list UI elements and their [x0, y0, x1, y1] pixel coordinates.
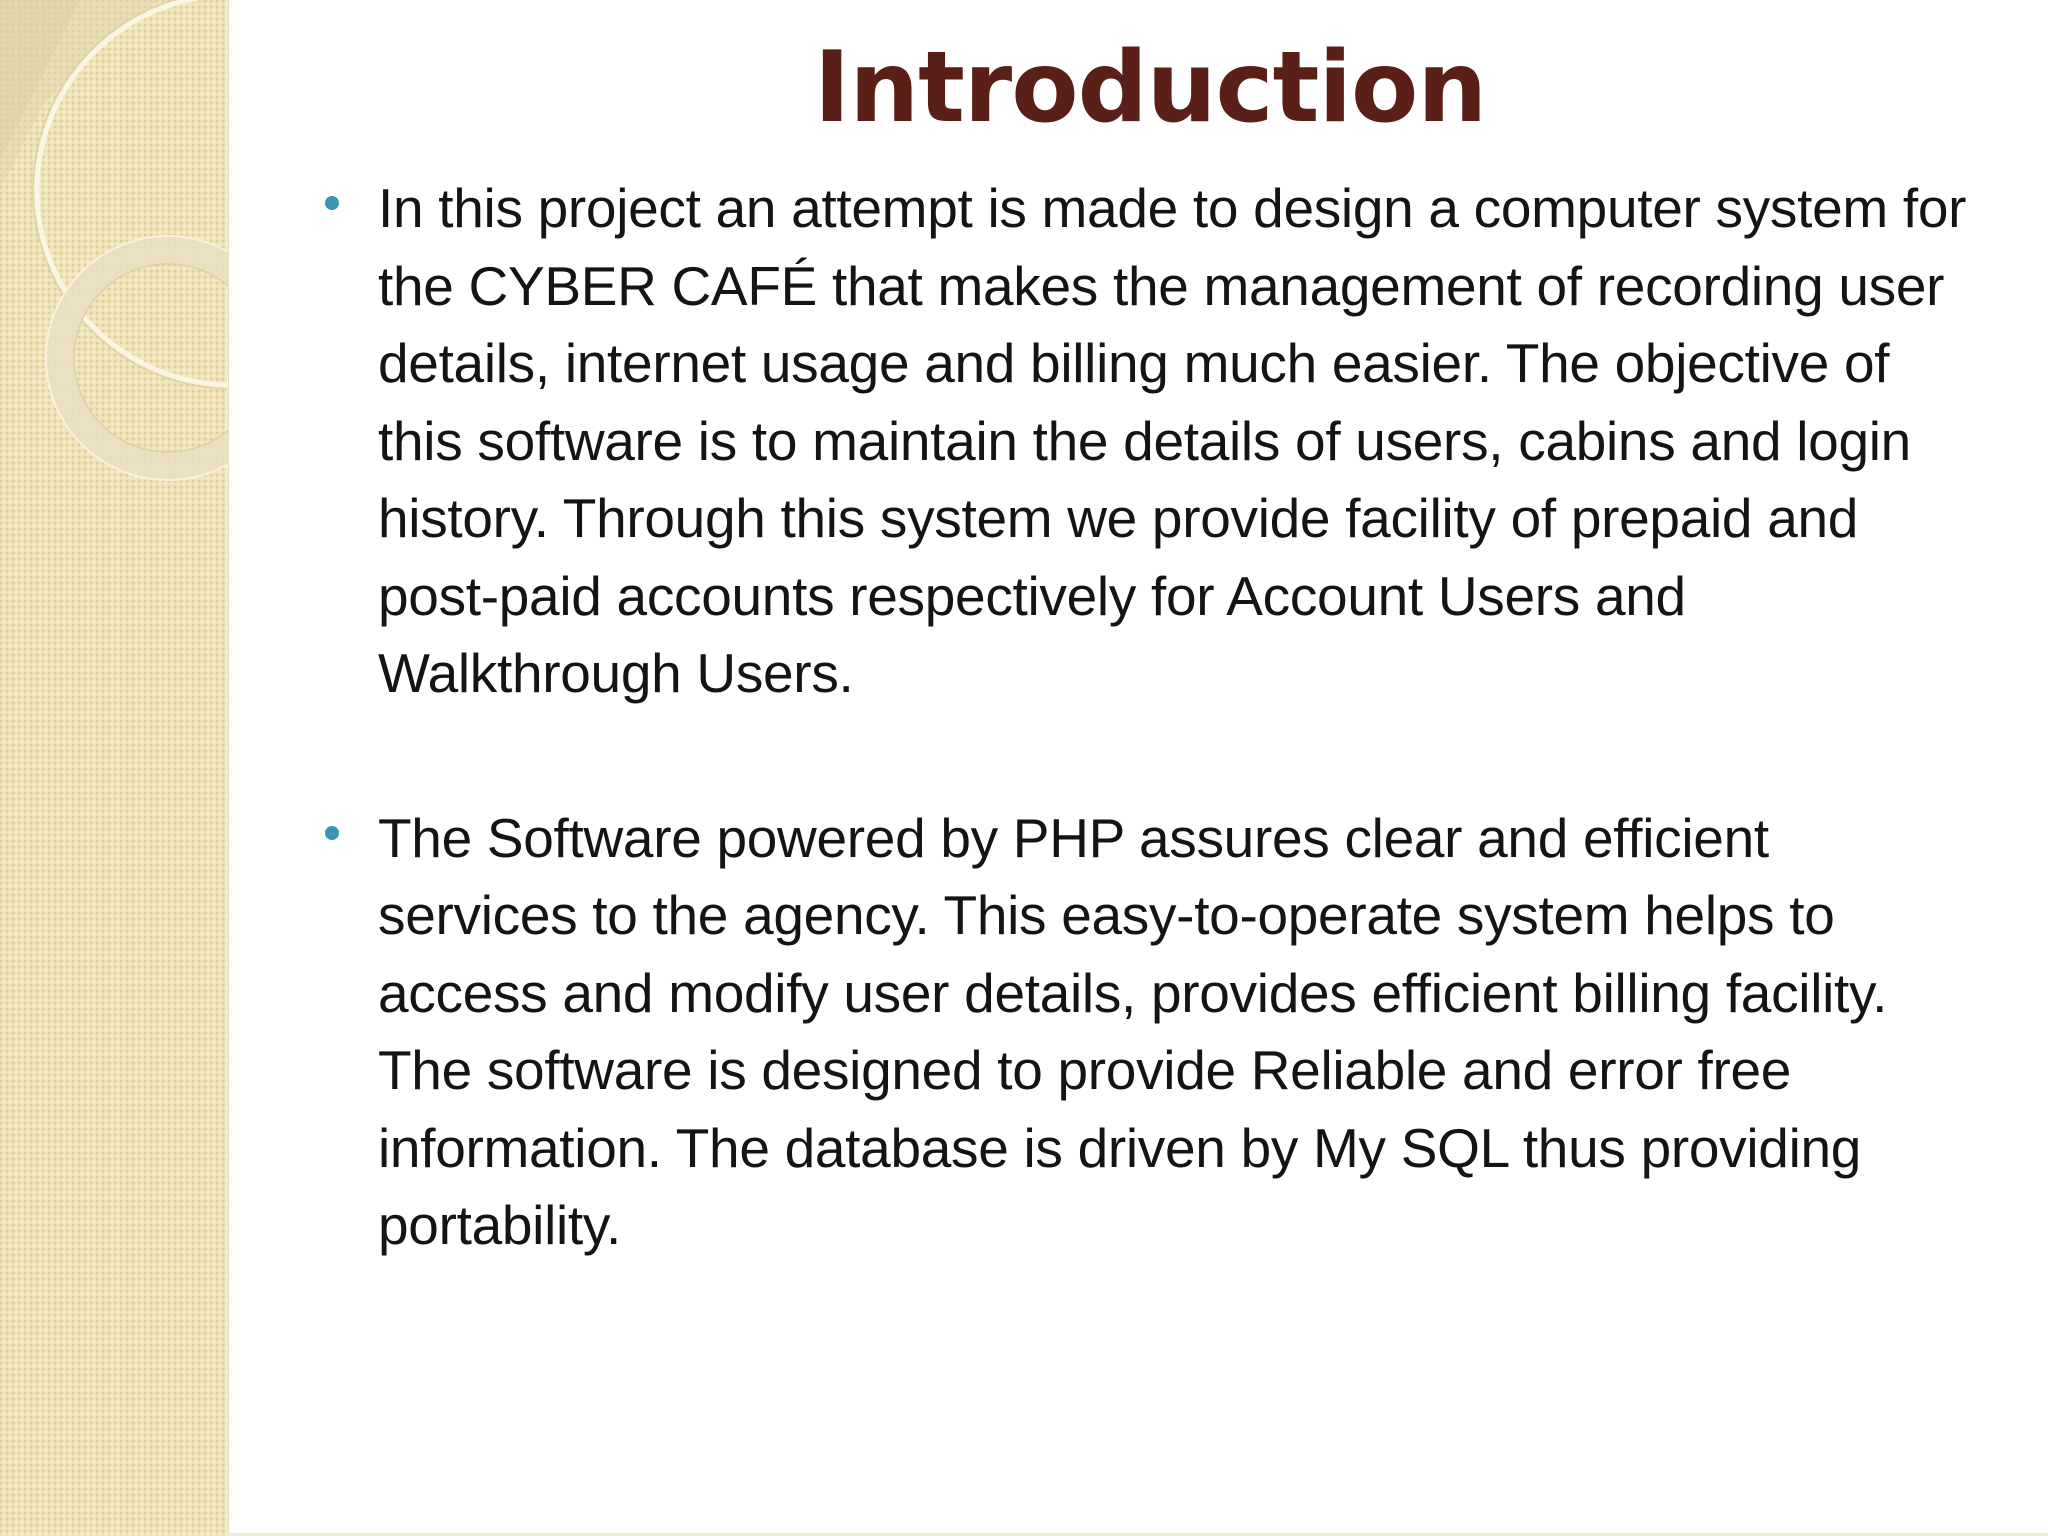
- decorative-side-band: [0, 0, 229, 1536]
- slide-title: Introduction: [813, 31, 1487, 145]
- decorative-rings-icon: [0, 0, 228, 520]
- bullet-item: [318, 170, 1978, 713]
- bullet-list: [318, 170, 1978, 1265]
- bullet-dot-icon: [325, 826, 339, 840]
- bullet-dot-icon: [325, 196, 339, 210]
- bullet-item: [318, 800, 1978, 1265]
- bullet-text: In this project an attempt is made to design a computer system for the CYBER CAFÉ that makes the management of recording user details, internet usage and billing much easier. The objective of this software is to maintain the details of users, cabins and login history. Through this system we provide facility of prepaid and post-paid accounts respectively for Account Users and Walkthrough Users.: [378, 177, 1967, 704]
- bullet-text: The Software powered by PHP assures clear and efficient services to the agency. This easy-to-operate system helps to access and modify user details, provides efficient billing facility. The software is designed to provide Reliable and error free information. The database is driven by My SQL thus providing portability.: [378, 806, 1888, 1256]
